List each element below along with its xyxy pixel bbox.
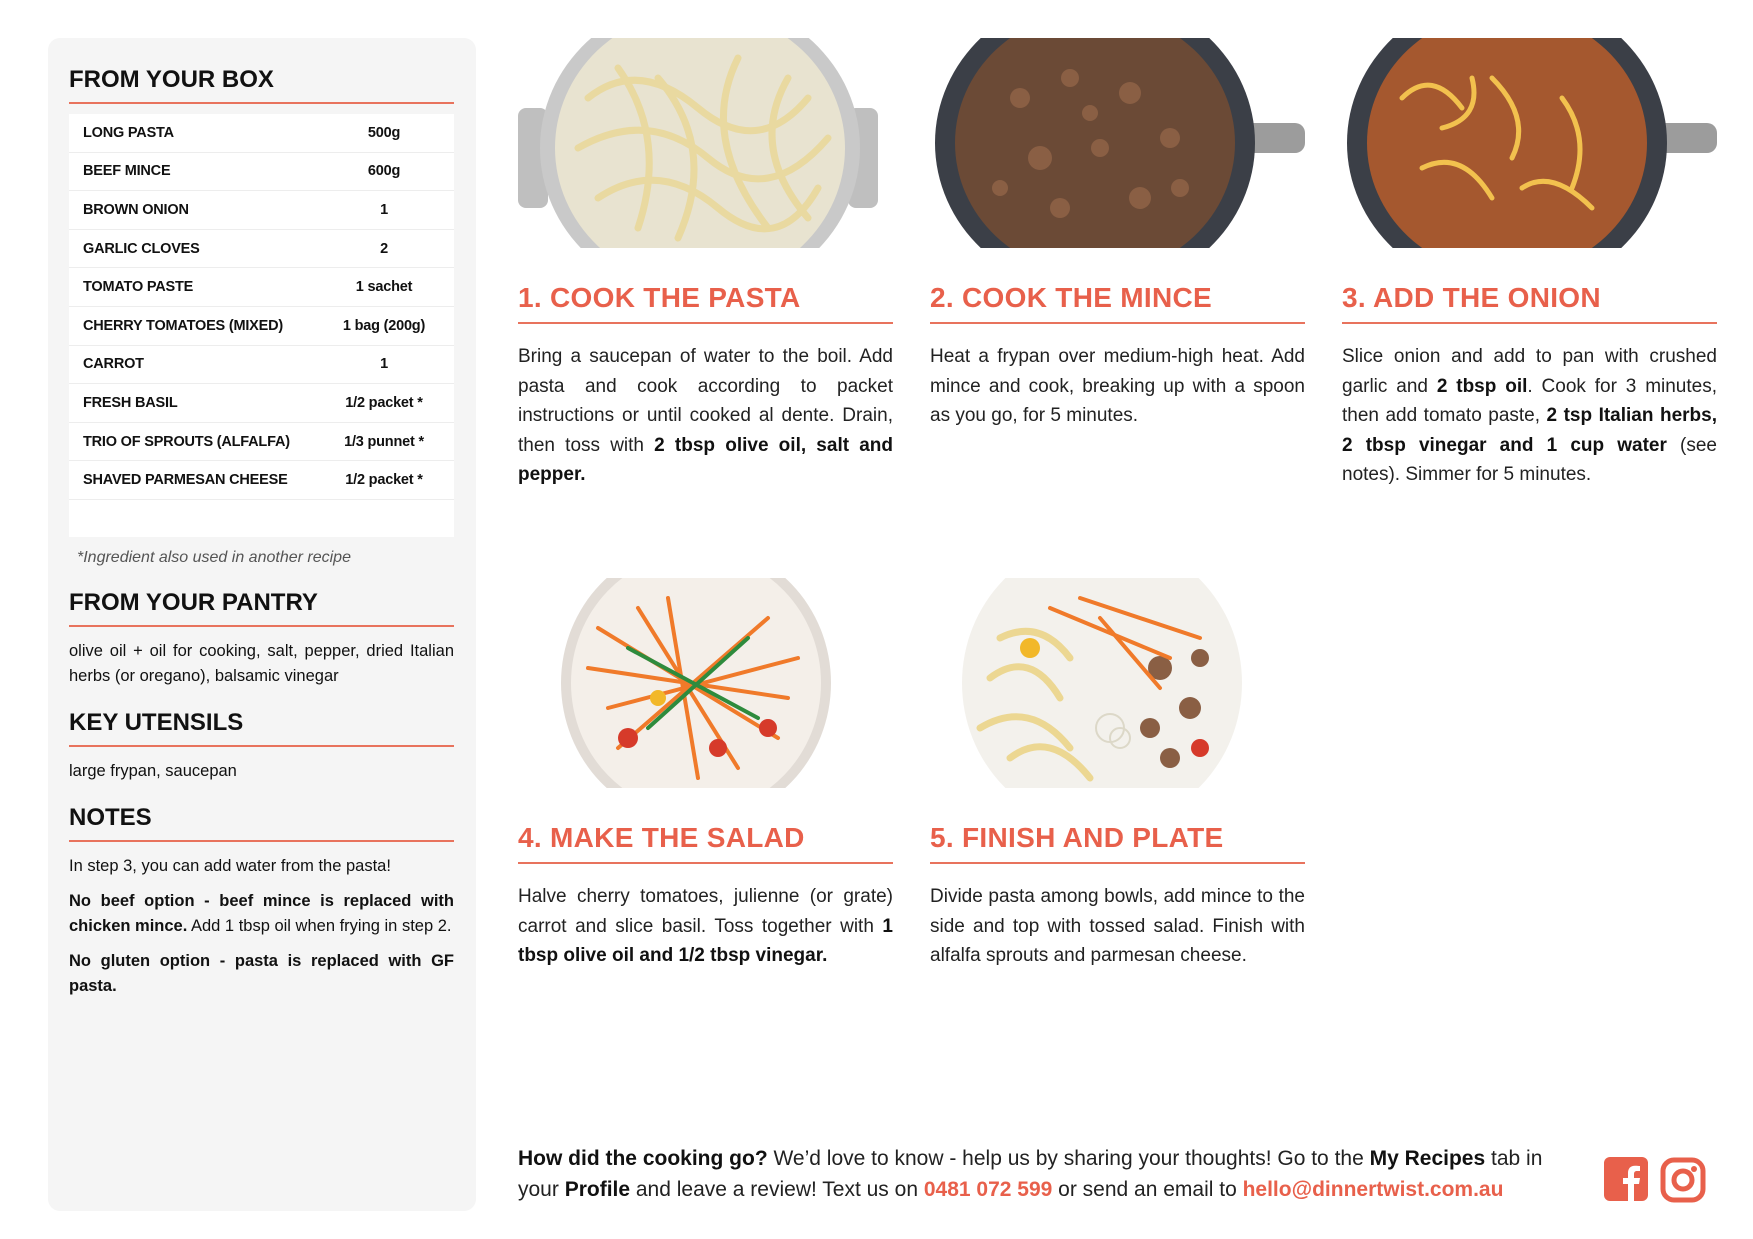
utensils-text: large frypan, saucepan [69, 761, 237, 780]
step-4-text [518, 882, 893, 971]
table-row [69, 384, 454, 423]
note-1: In step 3, you can add water from the pasta! [69, 856, 391, 875]
pantry-section [69, 589, 454, 689]
step-4-text-a: Halve cherry tomatoes, julienne (or grate) carrot and slice basil. Toss together with [518, 886, 893, 937]
step-1-text-a: Bring a saucepan of water to the boil. Add pasta and cook according to packet instructions or until cooked al dente. Drain, then toss with [518, 346, 893, 456]
table-row [69, 191, 454, 230]
ingredient-qty: 500g [367, 124, 401, 141]
mince-pan-image [930, 38, 1305, 248]
ingredient-name: GARLIC CLOVES [83, 240, 200, 257]
note-2-rest: Add 1 tbsp oil when frying in step 2. [187, 916, 452, 935]
ingredient-name: TRIO OF SPROUTS (ALFALFA) [83, 433, 290, 450]
step-4-title: 4. MAKE THE SALAD [518, 822, 893, 864]
footer-text-1: We’d love to know - help us by sharing your thoughts! Go to the [767, 1147, 1370, 1170]
step-4 [518, 578, 893, 971]
ingredient-qty: 2 [380, 240, 388, 257]
footer-text-3: and leave a review! Text us on [630, 1178, 924, 1201]
instagram-icon[interactable] [1660, 1157, 1706, 1208]
step-5-title: 5. FINISH AND PLATE [930, 822, 1305, 864]
onion-pan-image [1342, 38, 1717, 248]
step-3-text-c: (see notes). Simmer for 5 minutes. [1342, 434, 1717, 485]
salad-bowl-image [518, 578, 893, 788]
ingredient-name: FRESH BASIL [83, 394, 178, 411]
ingredient-name: BROWN ONION [83, 201, 189, 218]
pantry-text: olive oil + oil for cooking, salt, pepper, dried Italian herbs (or oregano), balsamic vinegar [69, 641, 454, 685]
note-2-bold: No beef option - beef mince is replaced with chicken mince. [69, 891, 454, 935]
footer-text-4: or send an email to [1052, 1178, 1243, 1201]
notes-title: NOTES [69, 804, 454, 842]
step-5 [930, 578, 1305, 971]
table-row [69, 268, 454, 307]
ingredient-qty: 1 [380, 356, 388, 373]
table-row [69, 461, 454, 500]
table-row [69, 423, 454, 462]
note-3 [69, 949, 454, 999]
ingredient-qty: 1 bag (200g) [342, 317, 426, 334]
step-3-title: 3. ADD THE ONION [1342, 282, 1717, 324]
table-row [69, 307, 454, 346]
step-2 [930, 38, 1305, 431]
utensils-section [69, 709, 454, 784]
ingredient-qty: 1 sachet [355, 279, 413, 296]
ingredient-qty: 600g [367, 163, 401, 180]
step-1 [518, 38, 893, 490]
step-4-text-bold: 1 tbsp olive oil and 1/2 tbsp vinegar. [518, 915, 893, 966]
ingredient-qty: 1/3 punnet * [344, 433, 424, 450]
step-1-title: 1. COOK THE PASTA [518, 282, 893, 324]
ingredient-name: TOMATO PASTE [83, 279, 194, 296]
ingredient-qty: 1 [380, 201, 388, 218]
ingredient-name: LONG PASTA [83, 124, 174, 141]
step-3 [1342, 38, 1717, 490]
footer-question: How did the cooking go? [518, 1147, 768, 1170]
utensils-title: KEY UTENSILS [69, 709, 454, 747]
facebook-icon[interactable] [1604, 1157, 1648, 1206]
table-row [69, 114, 454, 153]
note-3-bold: No gluten option - pasta is replaced with GF pasta. [69, 951, 454, 995]
footer-text-2: tab in your [518, 1147, 1543, 1201]
email-link[interactable]: hello@dinnertwist.com.au [1242, 1178, 1504, 1201]
step-2-title: 2. COOK THE MINCE [930, 282, 1305, 324]
table-row [69, 153, 454, 192]
pantry-title: FROM YOUR PANTRY [69, 589, 454, 627]
review-footer [518, 1143, 1578, 1205]
step-3-text [1342, 342, 1717, 490]
my-recipes-label: My Recipes [1369, 1147, 1486, 1170]
step-2-text: Heat a frypan over medium-high heat. Add mince and cook, breaking up with a spoon as you go, for 5 minutes. [930, 346, 1305, 426]
plated-dish-image [930, 578, 1305, 788]
step-3-text-b: . Cook for 3 minutes, then add tomato paste, [1342, 375, 1717, 426]
step-1-text [518, 342, 893, 490]
pasta-pot-image [518, 38, 893, 248]
box-title: FROM YOUR BOX [69, 66, 454, 104]
note-2 [69, 889, 454, 939]
ingredient-name: CHERRY TOMATOES (MIXED) [83, 317, 284, 334]
table-spacer [69, 500, 454, 537]
ingredient-name: BEEF MINCE [83, 163, 171, 180]
phone-link[interactable]: 0481 072 599 [923, 1178, 1053, 1201]
ingredient-qty: 1/2 packet * [345, 472, 423, 489]
step-5-text: Divide pasta among bowls, add mince to the side and top with tossed salad. Finish with alfalfa sprouts and parmesan cheese. [930, 886, 1305, 966]
ingredient-name: CARROT [83, 356, 144, 373]
step-1-text-bold: 2 tbsp olive oil, salt and pepper. [518, 434, 894, 485]
step-3-text-bold-a: 2 tbsp oil [1436, 375, 1528, 397]
step-3-text-a: Slice onion and add to pan with crushed garlic and [1342, 346, 1717, 397]
table-row [69, 346, 454, 385]
profile-label: Profile [564, 1178, 631, 1201]
footnote: *Ingredient also used in another recipe [77, 548, 351, 566]
step-3-text-bold-b: 2 tsp Italian herbs, 2 tbsp vinegar and 1 cup water [1342, 405, 1717, 456]
ingredient-name: SHAVED PARMESAN CHEESE [83, 472, 288, 489]
ingredient-qty: 1/2 packet * [345, 394, 423, 411]
table-row [69, 230, 454, 269]
notes-section [69, 804, 454, 999]
ingredients-sidebar [48, 38, 476, 1211]
ingredients-table [69, 114, 454, 537]
